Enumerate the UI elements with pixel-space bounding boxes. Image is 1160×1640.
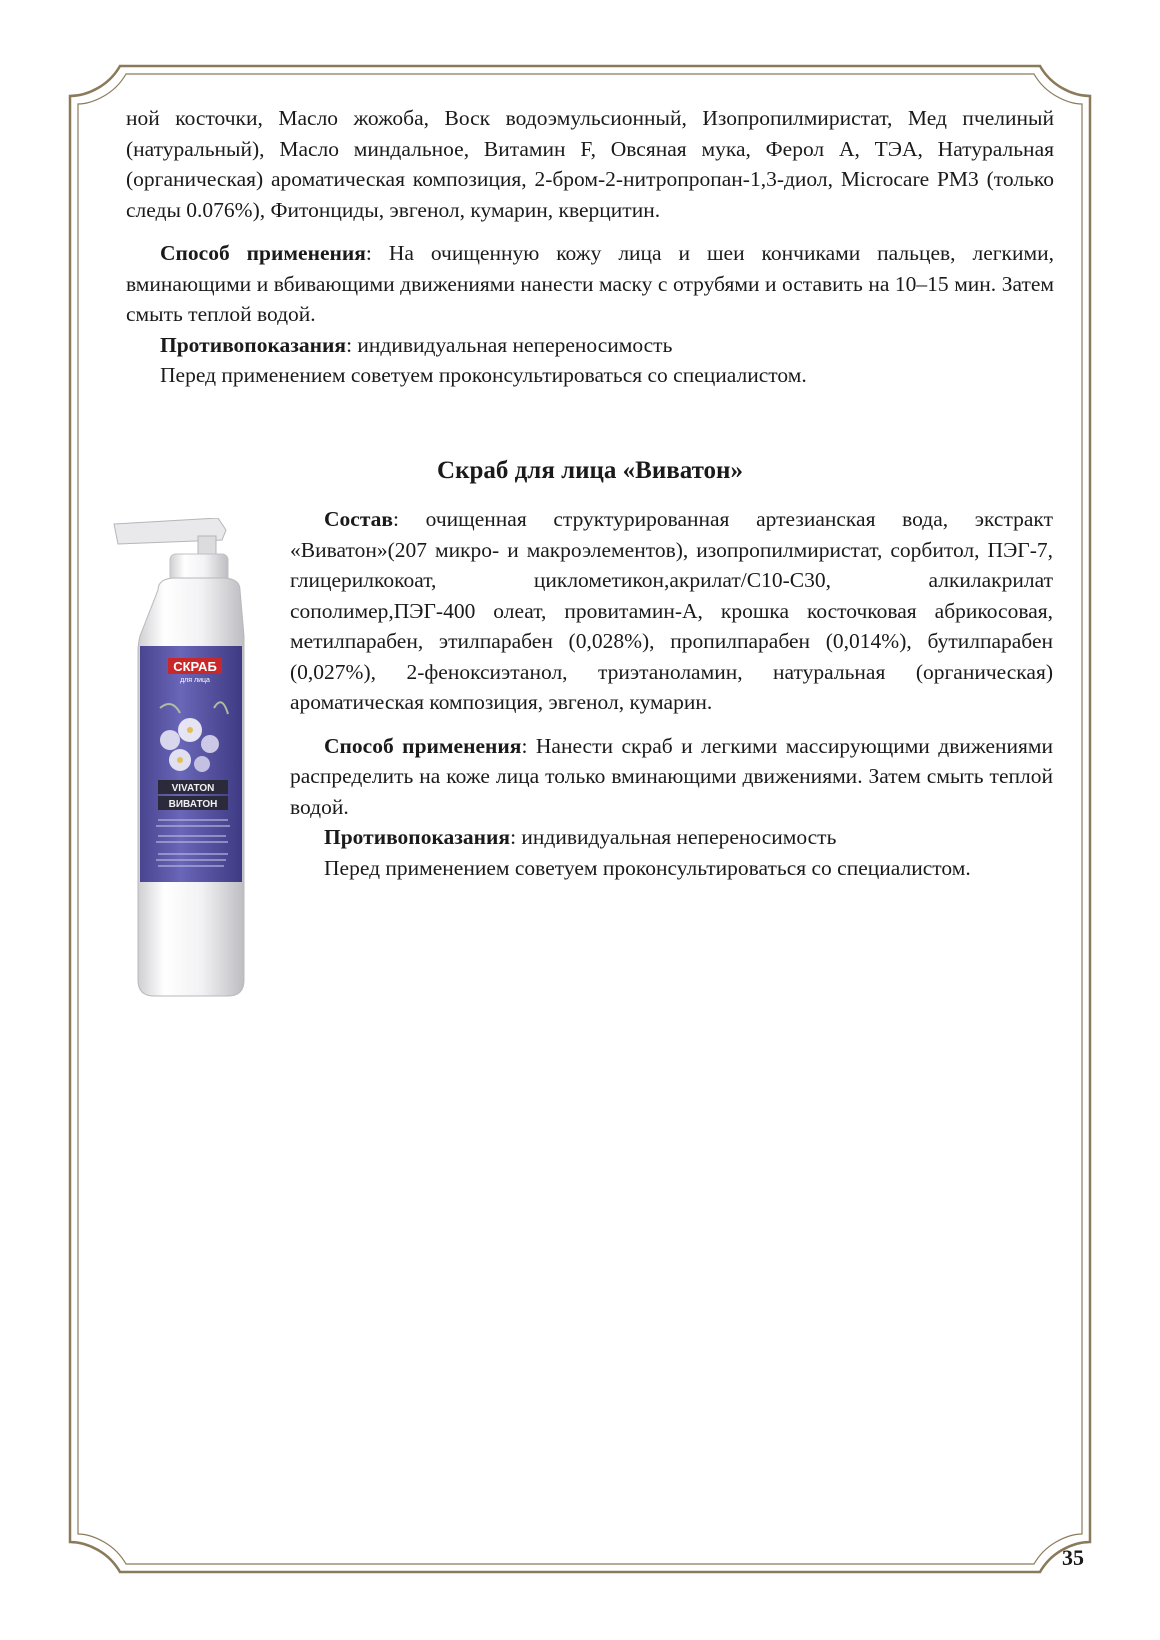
advice-paragraph: Перед применением советуем проконсультироваться со специалистом. <box>160 363 807 387</box>
label-scrub-text: СКРАБ <box>173 659 217 674</box>
composition-text: : очищенная структурированная артезианская вода, экстракт «Виватон»(207 микро- и макроэлементов), изопропилмиристат, сорбитол, ПЭГ-7, глицерилкокоат, циклометикон,акрилат/C10-C30, алкилакрилат сополимер,ПЭГ-400 олеат, провитамин-А, крошка косточковая абрикосовая, метилпарабен, этилпарабен (0,028%), пропилпарабен (0,014%), бутилпарабен (0,027%), 2-феноксиэтанол, триэтаноламин, натуральная (органическая) ароматическая композиция, эвгенол, кумарин. <box>290 507 1053 714</box>
scrub-description <box>290 504 1053 883</box>
scrub-usage-text: : Нанести скраб и легкими массирующими движениями распределить на коже лица только вминающими движениями. Затем смыть теплой водой. <box>290 733 1054 819</box>
label-face-text: для лица <box>180 677 210 684</box>
scrub-usage-paragraph <box>290 731 1053 823</box>
page-number: 35 <box>1062 1545 1084 1570</box>
composition-label: Состав <box>324 507 394 531</box>
scrub-contraindications-label: Противопоказания <box>324 825 511 849</box>
contraindications-label: Противопоказания <box>160 332 347 357</box>
usage-text: : На очищенную кожу лица и шеи кончиками пальцев, легкими, вминающими и вбивающими движениями нанести маску с отрубями и оставить на 10–15 мин. Затем смыть теплой водой. <box>126 241 1054 326</box>
usage-label: Способ применения <box>160 241 366 265</box>
usage-paragraph <box>126 238 1054 330</box>
ingredients-continuation: ной косточки, Масло жожоба, Воск водоэмульсионный, Изопропилмиристат, Мед пчелиный (натуральный), Масло миндальное, Витамин F, Овсяная мука, Ферол А, ТЭА, Натуральная (органическая) ароматическая композиция, 2-бром-2-нитропропан-1,3-диол, Microcare PM3 (только следы 0.076%), Фитонциды, эвгенол, кумарин, кверцитин. <box>126 106 1054 222</box>
composition-paragraph <box>290 504 1053 718</box>
scrub-contraindications-paragraph <box>290 822 1053 853</box>
label-brand-cyr: ВИВАТОН <box>168 799 218 810</box>
scrub-bottle-image <box>110 518 275 998</box>
contraindications-text: : индивидуальная непереносимость <box>346 332 673 357</box>
scrub-contraindications-text: : индивидуальная непереносимость <box>510 825 837 849</box>
section-title: Скраб для лица «Виватон» <box>437 457 743 484</box>
continuation-block <box>126 103 1054 391</box>
scrub-usage-label: Способ применения <box>324 733 522 758</box>
contraindications-paragraph <box>126 330 1054 361</box>
scrub-advice-paragraph: Перед применением советуем проконсультироваться со специалистом. <box>324 855 971 880</box>
label-brand-latin: VIVATON <box>171 783 215 794</box>
